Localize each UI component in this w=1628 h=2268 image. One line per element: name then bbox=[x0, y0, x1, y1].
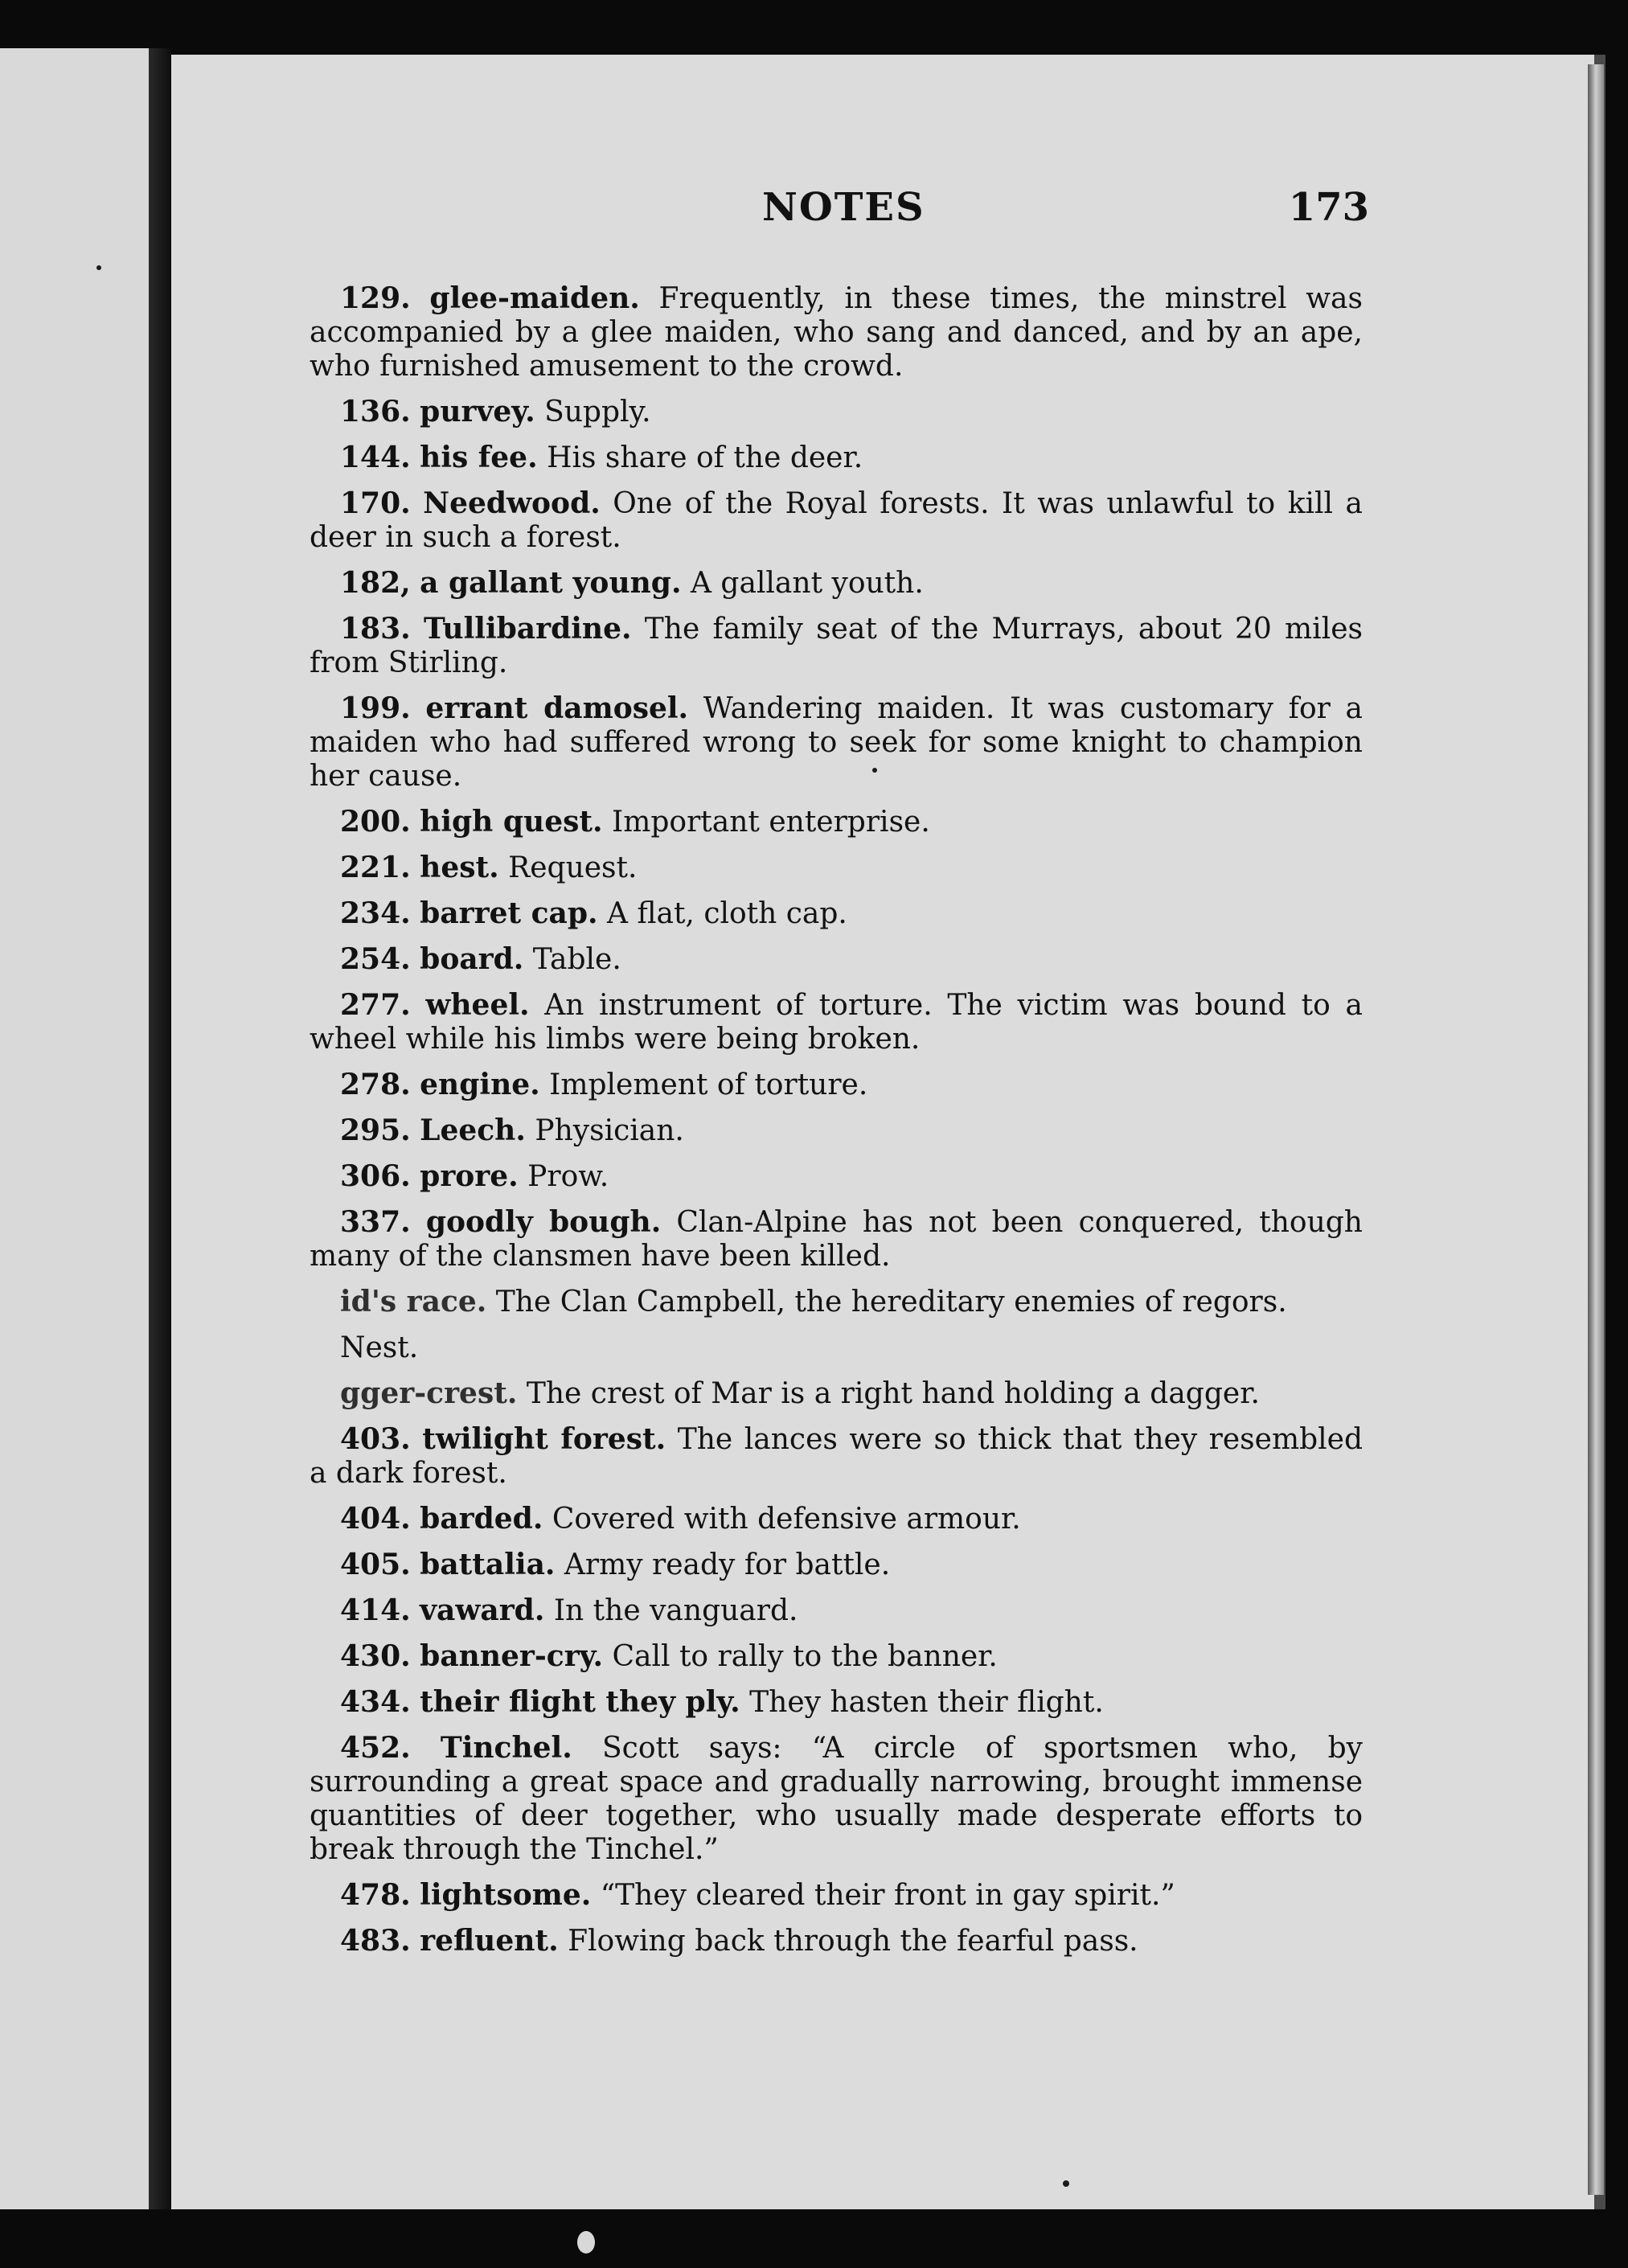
note-entry bbox=[310, 1205, 1363, 1273]
note-line-number: 129. bbox=[340, 281, 411, 315]
note-line-number: 478. bbox=[340, 1878, 411, 1912]
note-term: their flight they ply. bbox=[420, 1685, 740, 1719]
note-gloss: A flat, cloth cap. bbox=[607, 897, 847, 930]
note-line-number: 278. bbox=[340, 1068, 411, 1101]
note-term: a gallant young. bbox=[420, 566, 682, 600]
note-line-number: 452. bbox=[340, 1731, 411, 1765]
note-line-number: 183. bbox=[340, 612, 411, 646]
note-gloss: Scott says: “A circle of sportsmen who, by surrounding a great space and gradually narrowing, brought immense quantities of deer together, who usually made desperate efforts to break through the Tinchel.” bbox=[310, 1732, 1363, 1866]
note-line-number: 254. bbox=[340, 942, 411, 976]
note-gloss: Request. bbox=[508, 851, 638, 884]
note-entry bbox=[310, 1639, 1363, 1674]
note-line-number: 434. bbox=[340, 1685, 411, 1719]
note-line-number: 277. bbox=[340, 988, 411, 1022]
notes-list bbox=[310, 281, 1363, 1970]
note-entry bbox=[310, 1731, 1363, 1867]
note-line-number: 295. bbox=[340, 1113, 411, 1147]
note-entry bbox=[310, 1593, 1363, 1628]
note-entry bbox=[310, 851, 1363, 885]
note-term: board. bbox=[420, 942, 524, 976]
note-gloss: Implement of torture. bbox=[549, 1068, 868, 1101]
note-gloss: Covered with defensive armour. bbox=[552, 1503, 1021, 1536]
note-entry bbox=[310, 805, 1363, 839]
note-entry bbox=[310, 988, 1363, 1056]
gutter-shadow bbox=[149, 48, 171, 2268]
note-line-number: 483. bbox=[340, 1924, 411, 1958]
note-gloss: “They cleared their front in gay spirit.” bbox=[600, 1879, 1175, 1912]
note-line-number: 403. bbox=[340, 1422, 411, 1456]
note-gloss: Prow. bbox=[527, 1160, 609, 1193]
note-term: Tullibardine. bbox=[423, 612, 632, 646]
note-entry bbox=[310, 1685, 1363, 1720]
note-entry bbox=[310, 1376, 1363, 1411]
note-line-number: 144. bbox=[340, 441, 411, 474]
note-entry bbox=[310, 1878, 1363, 1913]
note-term: prore. bbox=[420, 1159, 519, 1193]
note-term: hest. bbox=[420, 851, 499, 884]
note-gloss: Important enterprise. bbox=[612, 806, 930, 839]
note-line-number: 200. bbox=[340, 805, 411, 839]
scan-speck bbox=[872, 768, 877, 773]
note-term: high quest. bbox=[420, 805, 603, 839]
page-number: 173 bbox=[1288, 185, 1369, 230]
page-header bbox=[171, 185, 1369, 241]
note-gloss: The family seat of the Murrays, about 20 miles from Stirling. bbox=[310, 613, 1363, 679]
note-gloss: One of the Royal forests. It was unlawful to kill a deer in such a forest. bbox=[310, 487, 1363, 554]
note-entry bbox=[310, 395, 1363, 429]
note-gloss: His share of the deer. bbox=[547, 441, 863, 474]
note-term: Needwood. bbox=[423, 486, 601, 520]
note-line-number: 182, bbox=[340, 566, 411, 600]
scan-speck bbox=[96, 265, 101, 270]
note-gloss: Clan-Alpine has not been conquered, though many of the clansmen have been killed. bbox=[310, 1206, 1363, 1273]
note-line-number: 199. bbox=[340, 691, 411, 725]
note-gloss: In the vanguard. bbox=[553, 1594, 798, 1627]
note-term: Leech. bbox=[420, 1113, 526, 1147]
note-term: wheel. bbox=[425, 988, 530, 1022]
note-line-number: 136. bbox=[340, 395, 411, 429]
note-gloss: The Clan Campbell, the hereditary enemies of regors. bbox=[495, 1286, 1287, 1319]
note-entry bbox=[310, 1502, 1363, 1536]
note-line-number: 234. bbox=[340, 896, 411, 930]
note-line-number: 404. bbox=[340, 1502, 411, 1536]
note-gloss: Nest. bbox=[340, 1331, 419, 1364]
note-term: glee-maiden. bbox=[429, 281, 640, 315]
note-entry bbox=[310, 1924, 1363, 1958]
note-term: engine. bbox=[420, 1068, 540, 1101]
note-entry bbox=[310, 486, 1363, 555]
note-term: battalia. bbox=[420, 1548, 556, 1581]
note-term: his fee. bbox=[420, 441, 538, 474]
scan-speck bbox=[1063, 2180, 1069, 2187]
note-term: refluent. bbox=[420, 1924, 559, 1958]
note-gloss: A gallant youth. bbox=[690, 567, 924, 600]
note-entry bbox=[310, 691, 1363, 794]
note-term: barded. bbox=[420, 1502, 543, 1536]
note-gloss: Supply. bbox=[544, 396, 651, 429]
note-entry bbox=[310, 566, 1363, 601]
note-gloss: Flowing back through the fearful pass. bbox=[568, 1925, 1138, 1958]
note-line-number: 414. bbox=[340, 1593, 411, 1627]
note-term: twilight forest. bbox=[422, 1422, 666, 1456]
facing-page-edge bbox=[0, 48, 149, 2268]
note-line-number: 170. bbox=[340, 486, 411, 520]
note-gloss: The crest of Mar is a right hand holding a dagger. bbox=[526, 1377, 1260, 1410]
note-term: gger-crest. bbox=[340, 1376, 518, 1410]
note-line-number: 405. bbox=[340, 1548, 411, 1581]
note-gloss: Table. bbox=[532, 943, 621, 976]
note-term: lightsome. bbox=[420, 1878, 592, 1912]
scan-background bbox=[0, 2209, 1628, 2268]
note-entry bbox=[310, 612, 1363, 680]
note-gloss: Wandering maiden. It was customary for a maiden who had suffered wrong to seek for some knight to champion her cause. bbox=[310, 692, 1363, 793]
note-entry bbox=[310, 1285, 1363, 1319]
note-term: goodly bough. bbox=[425, 1205, 662, 1239]
note-line-number: 337. bbox=[340, 1205, 411, 1239]
note-gloss: Frequently, in these times, the minstrel was accompanied by a glee maiden, who sang and danced, and by an ape, who furnished amusement to the crowd. bbox=[310, 282, 1363, 383]
note-term: errant damosel. bbox=[425, 691, 689, 725]
note-entry bbox=[310, 441, 1363, 475]
note-entry bbox=[310, 1422, 1363, 1491]
note-entry bbox=[310, 1331, 1363, 1365]
running-title: NOTES bbox=[762, 185, 925, 230]
note-entry bbox=[310, 1159, 1363, 1194]
note-entry bbox=[310, 942, 1363, 977]
note-entry bbox=[310, 1068, 1363, 1102]
page-fore-edge bbox=[1588, 64, 1604, 2195]
note-term: Tinchel. bbox=[440, 1731, 572, 1765]
note-entry bbox=[310, 1113, 1363, 1148]
note-line-number: 306. bbox=[340, 1159, 411, 1193]
note-gloss: They hasten their flight. bbox=[749, 1686, 1104, 1719]
note-line-number: 430. bbox=[340, 1639, 411, 1673]
scan-speck bbox=[577, 2231, 595, 2254]
note-entry bbox=[310, 896, 1363, 931]
note-term: purvey. bbox=[420, 395, 535, 429]
note-term: vaward. bbox=[420, 1593, 545, 1627]
note-gloss: Physician. bbox=[535, 1114, 684, 1147]
note-term: id's race. bbox=[340, 1285, 487, 1319]
note-entry bbox=[310, 281, 1363, 383]
note-entry bbox=[310, 1548, 1363, 1582]
note-gloss: The lances were so thick that they resembled a dark forest. bbox=[310, 1423, 1363, 1490]
note-term: barret cap. bbox=[420, 896, 598, 930]
note-gloss: An instrument of torture. The victim was bound to a wheel while his limbs were being broken. bbox=[310, 989, 1363, 1056]
note-term: banner-cry. bbox=[420, 1639, 604, 1673]
note-line-number: 221. bbox=[340, 851, 411, 884]
note-gloss: Army ready for battle. bbox=[564, 1548, 891, 1581]
note-gloss: Call to rally to the banner. bbox=[612, 1640, 998, 1673]
